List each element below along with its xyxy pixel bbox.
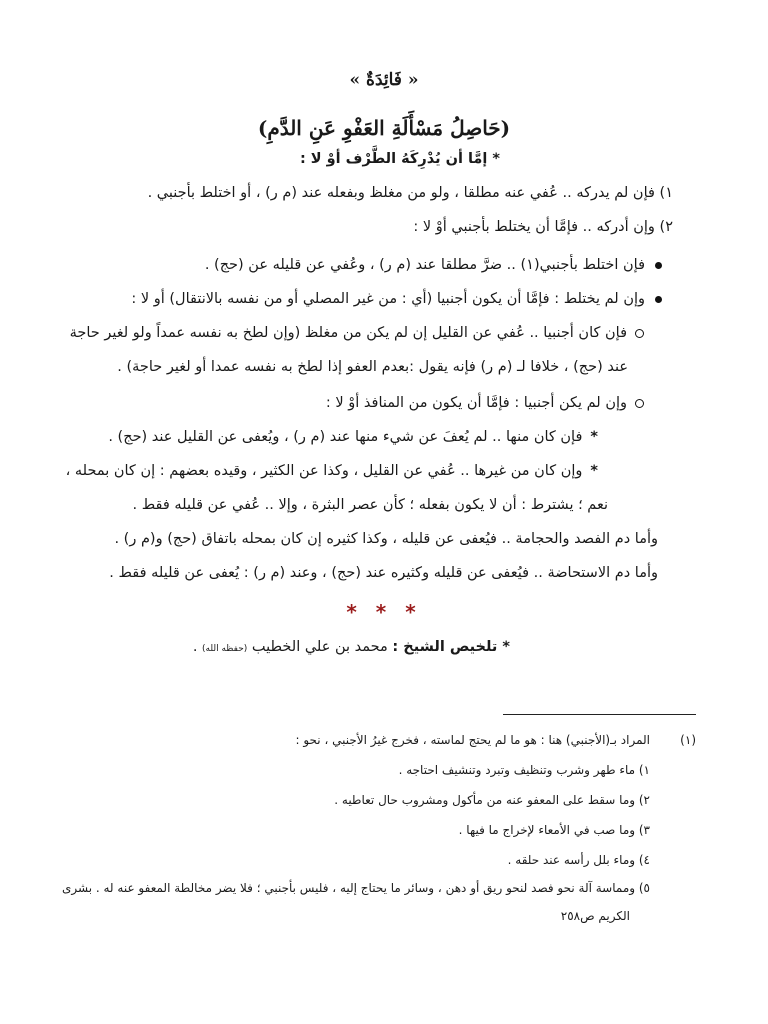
star-item-2 [66,464,598,479]
footnote-item-5: ٥) ومماسة آلة نحو فصد لنحو ريق أو دهن ، وسائر ما يحتاج إليه ، فليس بأجنبي ؛ فلا يضر مخالطة المعفو عنه له . بشرى [62,881,650,895]
circle-bullet-icon [635,329,644,338]
footnote-intro: المراد بـ(الأجنبي) هنا : هو ما لم يحتج لماسته ، فخرج غيرُ الأجنبي ، نحو : [295,733,650,747]
star-item-text: فإن كان منها .. لم يُعفَ عن شيء منها عند (م ر) ، ويُعفى عن القليل عند (حج) . [108,429,583,445]
author-note: (حفظه الله) [202,644,248,654]
star-item-text: وإن كان من غيرها .. عُفي عن القليل ، وكذا عن الكثير ، وقيده بعضهم : إن كان بمحله ، [65,463,583,479]
footnote-source: الكريم ص٢٥٨ [560,909,630,923]
sub-bullet-text: وإن لم يكن أجنبيا : فإمَّا أن يكون من المنافذ أوْ لا : [325,395,627,411]
asterisk-icon: * [590,429,598,445]
summary-credit [193,640,510,655]
sub-bullet-item-2 [326,396,644,411]
text-line-11: نعم ؛ يشترط : أن لا يكون بفعله ؛ كأن عصر البثرة ، وإلا .. عُفي عن قليله فقط . [132,497,608,513]
bullet-item-2 [131,292,662,307]
bullet-item-1 [205,258,662,273]
author-name: محمد بن علي الخطيب [251,639,388,655]
page-title: (حَاصِلُ مَسْأَلَةِ العَفْوِ عَنِ الدَّمِ) [257,116,511,140]
section-separator-stars: * * * [346,600,422,624]
circle-bullet-icon [635,399,644,408]
footnote-divider [503,714,696,715]
bullet-dot-icon [655,296,662,303]
bullet-text: وإن لم يختلط : فإمَّا أن يكون أجنبيا (أي : من غير المصلي أو من نفسه بالانتقال) أو لا : [131,291,645,307]
text-line-1: * إمَّا أن يُدْرِكَهُ الطَّرْف أوْ لا : [299,151,500,167]
text-line-2: ١) فإن لم يدركه .. عُفي عنه مطلقا ، ولو من مغلظ وبفعله عند (م ر) ، أو اختلط بأجنبي . [147,185,673,201]
faida-heading: « فَائِدَةٌ » [349,70,419,90]
text-line-7: عند (حج) ، خلافا لـ (م ر) فإنه يقول :بعدم العفو إذا لطخ به نفسه عمدا أو لغير حاجة) . [117,359,628,375]
text-line-3: ٢) وإن أدركه .. فإمَّا أن يختلط بأجنبي أوْ لا : [413,219,673,235]
text-line-13: وأما دم الاستحاضة .. فيُعفى عن قليله وكثيره عند (حج) ، وعند (م ر) : يُعفى عن قليله فقط . [109,565,658,581]
sub-bullet-text: فإن كان أجنبيا .. عُفي عن القليل إن لم يكن من مغلظ (وإن لطخ به نفسه عمداً ولو لغير حاجة [69,325,627,341]
footnote-marker: (١) [680,733,696,747]
star-item-1 [108,430,598,445]
summary-label: * تلخيص الشيخ : [392,639,510,655]
footnote-item-1: ١) ماء طهر وشرب وتنظيف وتبرد وتنشيف احتاجه . [398,763,650,777]
footnote-item-3: ٣) وما صب في الأمعاء لإخراج ما فيها . [458,823,650,837]
summary-end: . [192,639,198,655]
asterisk-icon: * [590,463,598,479]
bullet-dot-icon [655,262,662,269]
footnote-item-4: ٤) وماء بلل رأسه عند حلقه . [507,853,650,867]
bullet-text: فإن اختلط بأجنبي(١) .. ضرَّ مطلقا عند (م ر) ، وعُفي عن قليله عن (حج) . [204,257,645,273]
footnote-item-2: ٢) وما سقط على المعفو عنه من مأكول ومشروب حال تعاطيه . [334,793,650,807]
sub-bullet-item-1 [70,326,644,341]
text-line-12: وأما دم الفصد والحجامة .. فيُعفى عن قليله ، وكذا كثيره إن كان بمحله باتفاق (حج) و(م ر) . [114,531,658,547]
